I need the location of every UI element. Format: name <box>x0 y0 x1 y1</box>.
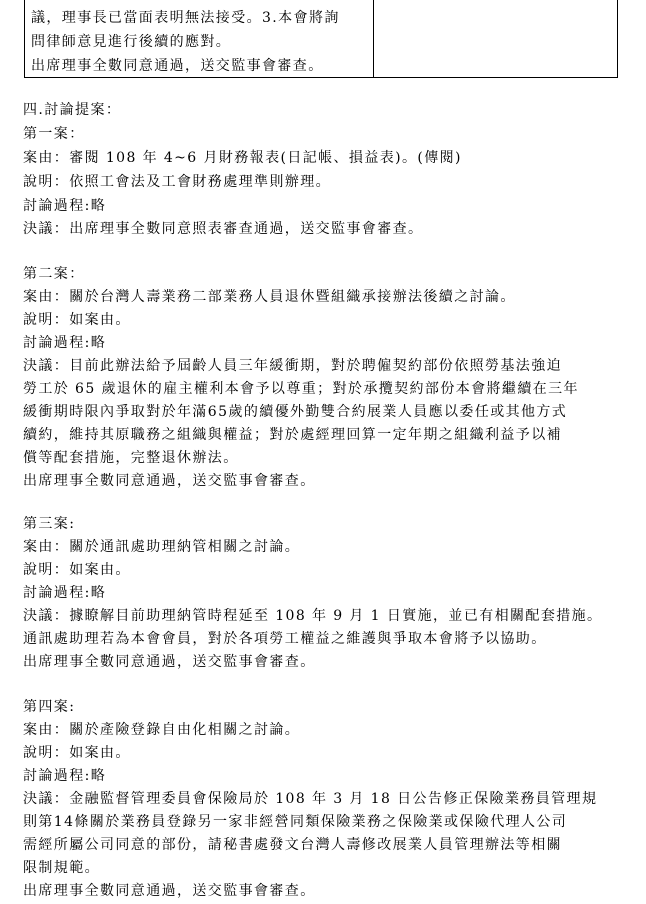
proposal-line: 出席理事全數同意通過，送交監事會審查。 <box>23 654 316 670</box>
proposal-line: 案由：審閱 108 年 4~6 月財務報表(日記帳、損益表)。(傳閱) <box>23 150 462 166</box>
proposal-line: 討論過程:略 <box>23 198 107 214</box>
proposal-line: 說明：如案由。 <box>23 562 131 578</box>
proposal-line: 通訊處助理若為本會會員，對於各項勞工權益之維護與爭取本會將予以協助。 <box>23 631 547 647</box>
proposal-line: 出席理事全數同意通過，送交監事會審查。 <box>23 883 316 899</box>
table-cell-line: 問律師意見進行後續的應對。 <box>31 34 232 50</box>
table-cell-line: 議，理事長已當面表明無法接受。3.本會將詢 <box>31 10 340 26</box>
proposal-line: 決議：目前此辦法給予屆齡人員三年緩衝期，對於聘僱契約部份依照勞基法強迫 <box>23 358 562 374</box>
table-cell-line: 出席理事全數同意通過，送交監事會審查。 <box>31 58 324 74</box>
proposal-line: 決議：據瞭解目前助理納管時程延至 108 年 9 月 1 日實施，並已有相關配套措施。 <box>23 608 603 624</box>
proposal-line: 緩衝期時限內爭取對於年滿65歲的續優外勤雙合約展業人員應以委任或其他方式 <box>23 404 568 420</box>
proposal-line: 勞工於 65 歲退休的雇主權利本會予以尊重；對於承攬契約部份本會將繼續在三年 <box>23 381 579 397</box>
proposal-line: 案由：關於台灣人壽業務二部業務人員退休暨組織承接辦法後續之討論。 <box>23 289 516 305</box>
proposal-title: 第二案： <box>23 266 85 282</box>
proposal-title: 第三案: <box>23 516 76 532</box>
proposal-line: 討論過程:略 <box>23 335 107 351</box>
section-heading: 四.討論提案： <box>23 102 122 118</box>
proposal-line: 案由：關於通訊處助理納管相關之討論。 <box>23 539 301 555</box>
proposal-line: 償等配套措施，完整退休辦法。 <box>23 450 239 466</box>
proposal-line: 決議：金融監督管理委員會保險局於 108 年 3 月 18 日公告修正保險業務員管理規 <box>23 791 598 807</box>
proposal-line: 出席理事全數同意通過，送交監事會審查。 <box>23 473 316 489</box>
table-cell-right <box>374 0 617 77</box>
table-cell-left <box>25 0 374 77</box>
proposal-title: 第四案: <box>23 699 76 715</box>
proposal-line: 說明：如案由。 <box>23 312 131 328</box>
proposal-line: 討論過程:略 <box>23 768 107 784</box>
proposal-line: 決議：出席理事全數同意照表審查通過，送交監事會審查。 <box>23 221 424 237</box>
proposal-line: 則第14條關於業務員登錄另一家非經營同類保險業務之保險業或保險代理人公司 <box>23 814 568 830</box>
proposal-line: 需經所屬公司同意的部份，請秘書處發文台灣人壽修改展業人員管理辦法等相關 <box>23 837 562 853</box>
resolution-table <box>24 0 618 78</box>
proposal-line: 續約，維持其原職務之組織與權益；對於處經理回算一定年期之組織利益予以補 <box>23 427 562 443</box>
proposal-line: 案由：關於產險登錄自由化相關之討論。 <box>23 722 301 738</box>
proposal-line: 說明：依照工會法及工會財務處理準則辦理。 <box>23 174 331 190</box>
proposal-line: 限制規範。 <box>23 860 100 876</box>
proposal-title: 第一案： <box>23 126 85 142</box>
proposal-line: 討論過程:略 <box>23 585 107 601</box>
proposal-line: 說明：如案由。 <box>23 745 131 761</box>
